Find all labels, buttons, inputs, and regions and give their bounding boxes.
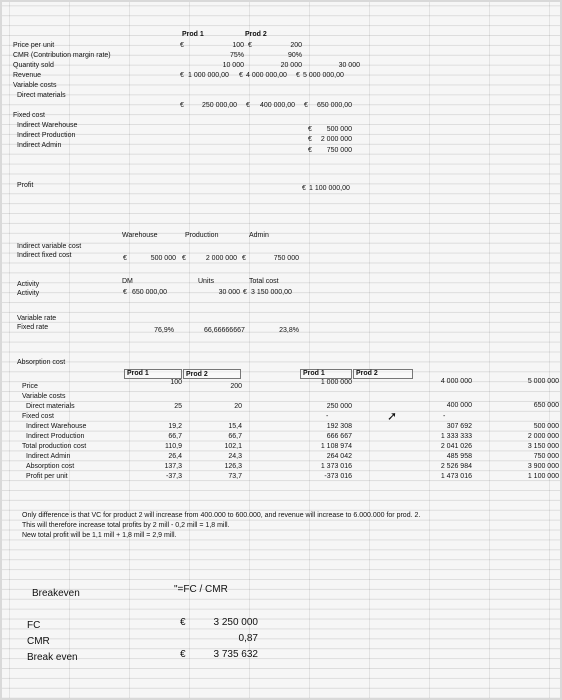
t1-ia-total: 750 000 [326,147,352,154]
t3-ip-p2: 66,7 [228,433,242,440]
t3-label-fixed: Fixed cost [22,413,54,420]
t1-qty-label: Quantity sold [13,62,54,69]
t2-act-euro2: € [243,289,247,296]
t3-price-grand-total: 5 000 000 [527,378,559,385]
t3-dm-p1-total: 250 000 [326,403,352,410]
t3-ia-p1-total: 264 042 [326,453,352,460]
t2-fr-prod: 66,66666667 [204,327,245,334]
t1-dm-label: Direct materials [17,92,66,99]
t2-ifc-prod: 2 000 000 [205,255,237,262]
be-break-even-label: Break even [27,652,78,663]
t1-rev-euro1: € [180,72,184,79]
t2-dm-header: DM [122,278,133,285]
t2-ivc-label: Indirect variable cost [17,243,82,250]
t2-fr-wh: 76,9% [154,327,174,334]
spreadsheet-sheet [2,2,560,698]
t1-prod1-header: Prod 1 [182,31,204,38]
t2-act-dm: 650 000,00 [132,289,168,296]
t1-ip-label: Indirect Production [17,132,76,139]
t3-price-p2-total: 4 000 000 [440,378,472,385]
t3-prod2-header: Prod 2 [186,371,208,378]
t3-ppu-p2: 73,7 [228,473,242,480]
t1-qty-p2: 20 000 [280,62,302,69]
t3-iw-p1: 19,2 [168,423,182,430]
t1-prod2-header: Prod 2 [245,31,267,38]
t1-varcost-label: Variable costs [13,82,57,89]
note-line-3: New total profit will be 1,1 mill + 1,8 mill = 2,9 mill. [22,532,177,539]
t3-ac-p2-total: 2 526 984 [440,463,472,470]
t1-cmr-p2: 90% [287,52,302,59]
breakeven-formula: "=FC / CMR [174,584,228,595]
be-be-euro: € [180,649,186,660]
t1-ia-euro: € [308,147,312,154]
t2-admin-header: Admin [249,232,269,239]
t3-ia-grand-total: 750 000 [533,453,559,460]
t2-fr-admin: 23,8% [279,327,299,334]
t3-dm-p2: 20 [234,403,242,410]
t3-ip-p2-total: 1 333 333 [440,433,472,440]
be-be-value: 3 735 632 [213,649,258,660]
t3-ac-p2: 126,3 [224,463,242,470]
t2-warehouse-header: Warehouse [122,232,158,239]
be-fc-label: FC [27,620,41,631]
t3-ip-p1: 66,7 [168,433,182,440]
t1-dm-euro3: € [304,102,308,109]
t3-ia-p2-total: 485 958 [446,453,472,460]
t2-ifc-euro1: € [123,255,127,262]
t3-dash-1: - [326,413,329,420]
t2-ifc-wh: 500 000 [150,255,176,262]
t2-totalcost-header: Total cost [249,278,279,285]
t3-dash-2: - [443,413,446,420]
t1-qty-total: 30 000 [338,62,360,69]
t3-label-ppu: Profit per unit [26,473,68,480]
t2-ifc-admin: 750 000 [273,255,299,262]
t1-dm-p2: 400 000,00 [260,102,296,109]
t3-label-price: Price [22,383,38,390]
t2-activity-label1: Activity [17,281,40,288]
t1-cmr-p1: 75% [229,52,244,59]
t1-dm-euro2: € [246,102,250,109]
t3-dm-p2-total: 400 000 [446,402,472,409]
t1-revenue-label: Revenue [13,72,42,79]
t1-fixed-label: Fixed cost [13,112,45,119]
t3-label-ip: Indirect Production [26,433,85,440]
mouse-cursor-icon: ➚ [387,409,398,423]
t3-ac-p1: 137,3 [164,463,182,470]
t3-dm-p1: 25 [174,403,182,410]
t3-ac-p1-total: 1 373 016 [320,463,352,470]
t1-ia-label: Indirect Admin [17,142,62,149]
t3-label-ac: Absorption cost [26,463,75,470]
t1-rev-p2: 4 000 000,00 [246,72,287,79]
t1-profit-label: Profit [17,182,34,189]
t3-iw-p2: 15,4 [228,423,242,430]
t1-ip-total: 2 000 000 [320,136,352,143]
t2-vr-label: Variable rate [17,315,57,322]
t1-price-euro2: € [248,42,252,49]
t3-price-p1-total: 1 000 000 [320,379,352,386]
t3-prod1-header: Prod 1 [127,370,149,377]
t1-rev-p1: 1 000 000,00 [188,72,229,79]
t3-price-p2: 200 [230,383,242,390]
t3-tpc-grand-total: 3 150 000 [527,443,559,450]
t1-price-label: Price per unit [13,42,55,49]
t1-price-p2: 200 [290,42,302,49]
note-line-1: Only difference is that VC for product 2 will increase from 400.000 to 600.000, and revenue will increase to 6.000.000 for prod. 2. [22,512,421,519]
t1-iw-label: Indirect Warehouse [17,122,78,129]
t1-profit-total: 1 100 000,00 [309,185,350,192]
t3-tpc-p1-total: 1 108 974 [320,443,352,450]
t3-tpc-p2-total: 2 041 026 [440,443,472,450]
t3-iw-p2-total: 307 692 [446,423,472,430]
t2-units-header: Units [198,278,214,285]
t1-rev-euro2: € [239,72,243,79]
t1-ip-euro: € [308,136,312,143]
t3-label-dm: Direct materials [26,403,75,410]
t3-ppu-p2-total: 1 473 016 [440,473,472,480]
t1-profit-euro: € [302,185,306,192]
t3-iw-p1-total: 192 308 [326,423,352,430]
t3-ia-p1: 26,4 [168,453,182,460]
be-fc-value: 3 250 000 [213,617,258,628]
be-cmr-value: 0,87 [238,633,258,644]
t2-ifc-euro3: € [242,255,246,262]
t1-dm-euro1: € [180,102,184,109]
t2-ifc-euro2: € [182,255,186,262]
t3-tpc-p2: 102,1 [224,443,242,450]
t1-iw-euro: € [308,126,312,133]
note-line-2: This will therefore increase total profits by 2 mill - 0,2 mill = 1,8 mill. [22,522,230,529]
t3-label-varcost: Variable costs [22,393,66,400]
t3-dm-grand-total: 650 000 [533,402,559,409]
t2-act-total: 3 150 000,00 [251,289,292,296]
t1-price-p1: 100 [232,42,244,49]
t1-dm-p1: 250 000,00 [202,102,238,109]
t2-act-euro1: € [123,289,127,296]
t3-ac-grand-total: 3 900 000 [527,463,559,470]
t3-price-p1: 100 [170,379,182,386]
be-fc-euro: € [180,617,186,628]
t3-ppu-p1-total: -373 016 [324,473,352,480]
t3-ppu-p1: -37,3 [166,473,182,480]
t1-qty-p1: 10 000 [222,62,244,69]
t1-iw-total: 500 000 [326,126,352,133]
t2-production-header: Production [185,232,219,239]
t3-prod1b-header: Prod 1 [303,370,325,377]
t3-ip-p1-total: 666 667 [326,433,352,440]
be-cmr-label: CMR [27,636,50,647]
t2-act-units: 30 000 [218,289,240,296]
t2-activity-label2: Activity [17,290,40,297]
t3-prod2b-header: Prod 2 [356,370,378,377]
breakeven-title: Breakeven [32,588,80,599]
t2-fr-label: Fixed rate [17,324,49,331]
t1-cmr-label: CMR (Contribution margin rate) [13,52,111,59]
t3-ia-p2: 24,3 [228,453,242,460]
t3-ppu-grand-total: 1 100 000 [527,473,559,480]
t3-ip-grand-total: 2 000 000 [527,433,559,440]
t3-label-iw: Indirect Warehouse [26,423,87,430]
t3-iw-grand-total: 500 000 [533,423,559,430]
t3-label-tpc: Total production cost [22,443,87,450]
t3-tpc-p1: 110,9 [165,443,182,450]
t2-ifc-label: Indirect fixed cost [17,252,72,259]
t1-rev-euro3: € [296,72,300,79]
t1-dm-total: 650 000,00 [317,102,353,109]
t3-label-ia: Indirect Admin [26,453,71,460]
t1-price-euro: € [180,42,184,49]
t1-rev-total: 5 000 000,00 [303,72,344,79]
t3-title: Absorption cost [17,359,66,366]
